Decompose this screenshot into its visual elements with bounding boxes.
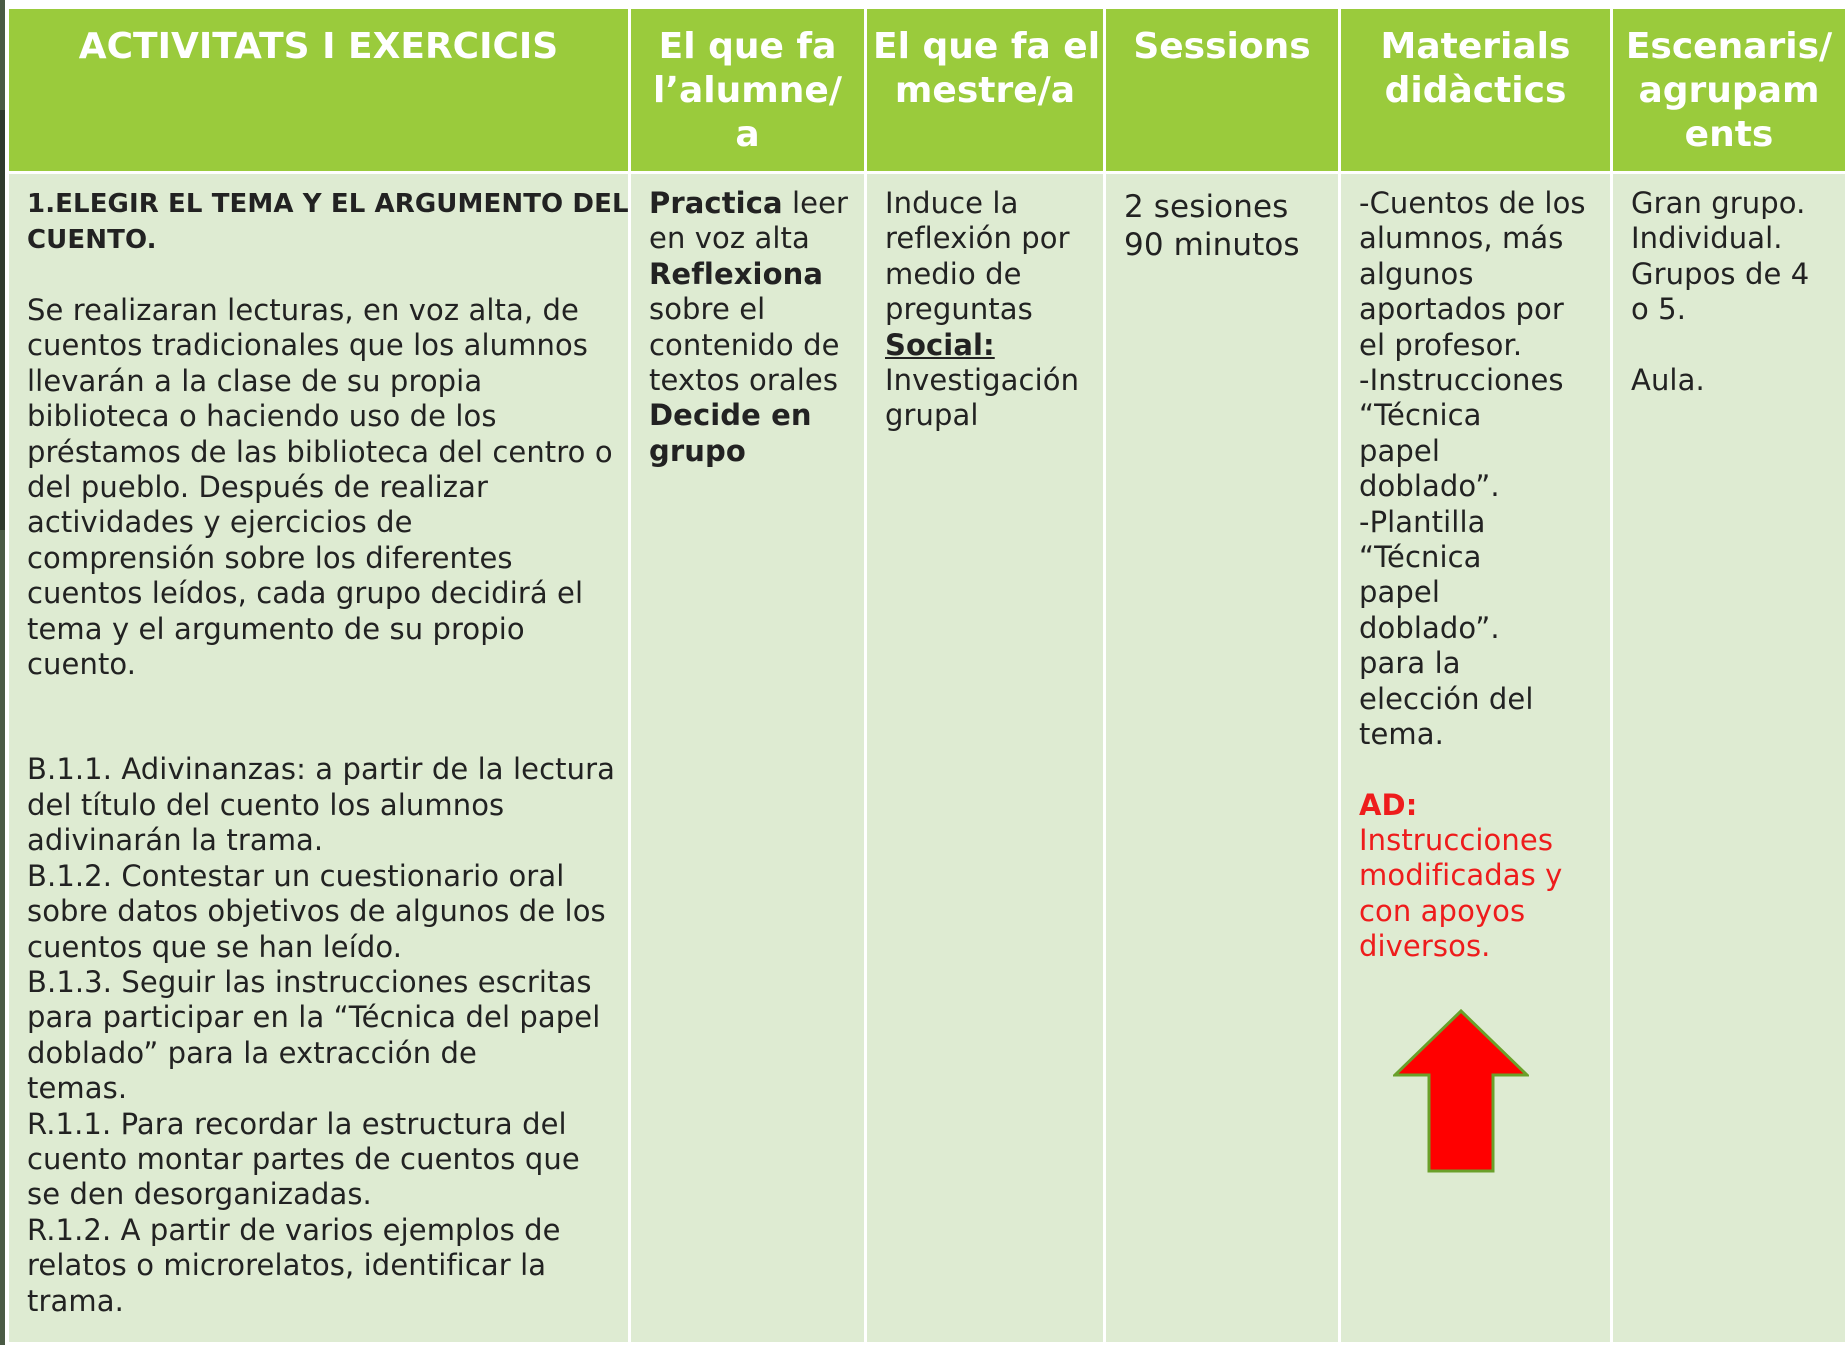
activity-intro-line: comprensión sobre los diferentes	[27, 540, 513, 575]
activity-item-line: R.1.2. A partir de varios ejemplos de	[27, 1212, 561, 1247]
mestre-line: Induce la	[885, 186, 1019, 220]
mestre-line: reflexión por	[885, 221, 1070, 256]
materials-line: doblado”.	[1359, 469, 1500, 504]
slide-edge-notch	[0, 110, 5, 530]
mestre-line: preguntas	[885, 292, 1033, 327]
spacer	[27, 682, 614, 752]
materials-line: “Técnica	[1359, 398, 1482, 433]
activity-item-line: B.1.3. Seguir las instrucciones escritas	[27, 964, 592, 999]
escenaris-aula: Aula.	[1631, 362, 1705, 397]
activity-intro-line: cuento.	[27, 647, 137, 682]
activity-item-line: relatos o microrelatos, identificar la	[27, 1248, 547, 1283]
header-escenaris-line: Escenaris/	[1625, 26, 1833, 67]
header-alumne-line: a	[735, 114, 760, 155]
alumne-decide: grupo	[649, 433, 746, 468]
materials-line: el profesor.	[1359, 327, 1523, 362]
ad-line: Instrucciones	[1359, 822, 1554, 857]
header-materials	[1340, 8, 1612, 173]
alumne-practica: Practica	[649, 186, 783, 220]
materials-line: elección del	[1359, 681, 1534, 716]
up-arrow-icon	[1393, 1009, 1529, 1173]
cell-alumne	[630, 173, 866, 1344]
mestre-social-label: Social:	[885, 327, 995, 362]
cell-mestre	[866, 173, 1105, 1344]
activity-intro-line: préstamos de las biblioteca del centro o	[27, 434, 613, 469]
escenaris-line: Gran grupo.	[1631, 186, 1806, 220]
materials-line: algunos	[1359, 256, 1474, 291]
header-mestre	[866, 8, 1105, 173]
up-arrow-graphic	[1393, 1009, 1529, 1173]
materials-line: -Cuentos de los	[1359, 186, 1586, 220]
ad-line: diversos.	[1359, 929, 1491, 964]
content-row	[8, 173, 1845, 1344]
header-escenaris	[1612, 8, 1845, 173]
header-row	[8, 8, 1845, 173]
materials-line: aportados por	[1359, 292, 1564, 327]
escenaris-line: Grupos de 4	[1631, 256, 1810, 291]
materials-line: “Técnica	[1359, 540, 1482, 575]
mestre-line: medio de	[885, 256, 1022, 291]
alumne-line: textos orales	[649, 363, 839, 398]
activity-item-line: sobre datos objetivos de algunos de los	[27, 894, 606, 929]
materials-line: -Instrucciones	[1359, 363, 1564, 398]
cell-sessions	[1105, 173, 1340, 1344]
activity-item-line: cuentos que se han leído.	[27, 929, 403, 964]
materials-line: para la	[1359, 646, 1461, 681]
activity-intro-line: cuentos leídos, cada grupo decidirá el	[27, 576, 584, 611]
header-materials-line: didàctics	[1384, 70, 1567, 111]
escenaris-line: Individual.	[1631, 221, 1783, 256]
header-activitats	[8, 8, 630, 173]
spacer	[1631, 328, 1831, 363]
materials-line: alumnos, más	[1359, 221, 1564, 256]
activity-item-line: R.1.1. Para recordar la estructura del	[27, 1106, 567, 1141]
alumne-practica-rest: leer	[782, 186, 849, 220]
header-mestre-line: El que fa el	[873, 26, 1101, 67]
activity-intro-line: Se realizaran lecturas, en voz alta, de	[27, 293, 579, 327]
activity-intro-line: llevarán a la clase de su propia	[27, 363, 483, 398]
activity-intro-line: del pueblo. Después de realizar	[27, 470, 489, 505]
activity-item-line: trama.	[27, 1283, 124, 1318]
activity-intro-line: actividades y ejercicios de	[27, 505, 413, 540]
mestre-line: grupal	[885, 398, 979, 433]
mestre-line: Investigación	[885, 363, 1080, 398]
escenaris-line: o 5.	[1631, 292, 1687, 327]
sessions-line: 90 minutos	[1124, 227, 1300, 263]
activity-item-line: se den desorganizadas.	[27, 1177, 372, 1212]
ad-line: con apoyos	[1359, 893, 1526, 928]
cell-escenaris	[1612, 173, 1845, 1344]
slide-left-edge	[0, 0, 5, 1345]
header-escenaris-line: agrupam	[1638, 70, 1820, 111]
header-escenaris-line: ents	[1684, 114, 1774, 155]
alumne-reflexiona: Reflexiona	[649, 256, 824, 291]
ad-label: AD:	[1359, 787, 1418, 822]
activity-item-line: para participar en la “Técnica del papel	[27, 1000, 601, 1035]
materials-line: papel	[1359, 575, 1440, 610]
alumne-line: en voz alta	[649, 221, 810, 256]
materials-line: tema.	[1359, 717, 1444, 752]
alumne-line: contenido de	[649, 327, 840, 362]
activity-item-line: del título del cuento los alumnos	[27, 787, 505, 822]
cell-activitats	[8, 173, 630, 1344]
ad-line: modificadas y	[1359, 858, 1563, 893]
materials-line: -Plantilla	[1359, 504, 1486, 539]
activity-intro-line: tema y el argumento de su propio	[27, 611, 525, 646]
spacer	[27, 258, 614, 293]
materials-line: doblado”.	[1359, 610, 1500, 645]
activity-title-line: CUENTO.	[27, 225, 157, 255]
sessions-line: 2 sesiones	[1124, 189, 1289, 225]
header-mestre-line: mestre/a	[894, 70, 1076, 111]
activity-item-line: adivinarán la trama.	[27, 823, 324, 858]
cell-materials	[1340, 173, 1612, 1344]
header-alumne	[630, 8, 866, 173]
activity-intro-line: cuentos tradicionales que los alumnos	[27, 328, 589, 363]
header-activitats-label: ACTIVITATS I EXERCICIS	[78, 26, 559, 67]
activity-item-line: cuento montar partes de cuentos que	[27, 1141, 580, 1176]
alumne-line	[649, 186, 850, 221]
materials-line: papel	[1359, 433, 1440, 468]
activity-item-line: doblado” para la extracción de	[27, 1035, 477, 1070]
header-sessions-label: Sessions	[1133, 26, 1311, 67]
activity-item-line: temas.	[27, 1071, 128, 1106]
header-alumne-line: l’alumne/	[653, 70, 842, 111]
activity-plan-table	[6, 6, 1845, 1345]
alumne-line: sobre el	[649, 292, 766, 327]
alumne-decide: Decide en	[649, 398, 812, 433]
activity-item-line: B.1.2. Contestar un cuestionario oral	[27, 858, 565, 893]
activity-title-line: 1.ELEGIR EL TEMA Y EL ARGUMENTO DEL	[27, 189, 629, 219]
spacer	[1359, 753, 1596, 788]
activity-intro-line: biblioteca o haciendo uso de los	[27, 399, 497, 434]
activity-item-line: B.1.1. Adivinanzas: a partir de la lectura	[27, 752, 615, 787]
header-alumne-line: El que fa	[658, 26, 837, 67]
header-materials-line: Materials	[1380, 26, 1571, 67]
header-sessions	[1105, 8, 1340, 173]
